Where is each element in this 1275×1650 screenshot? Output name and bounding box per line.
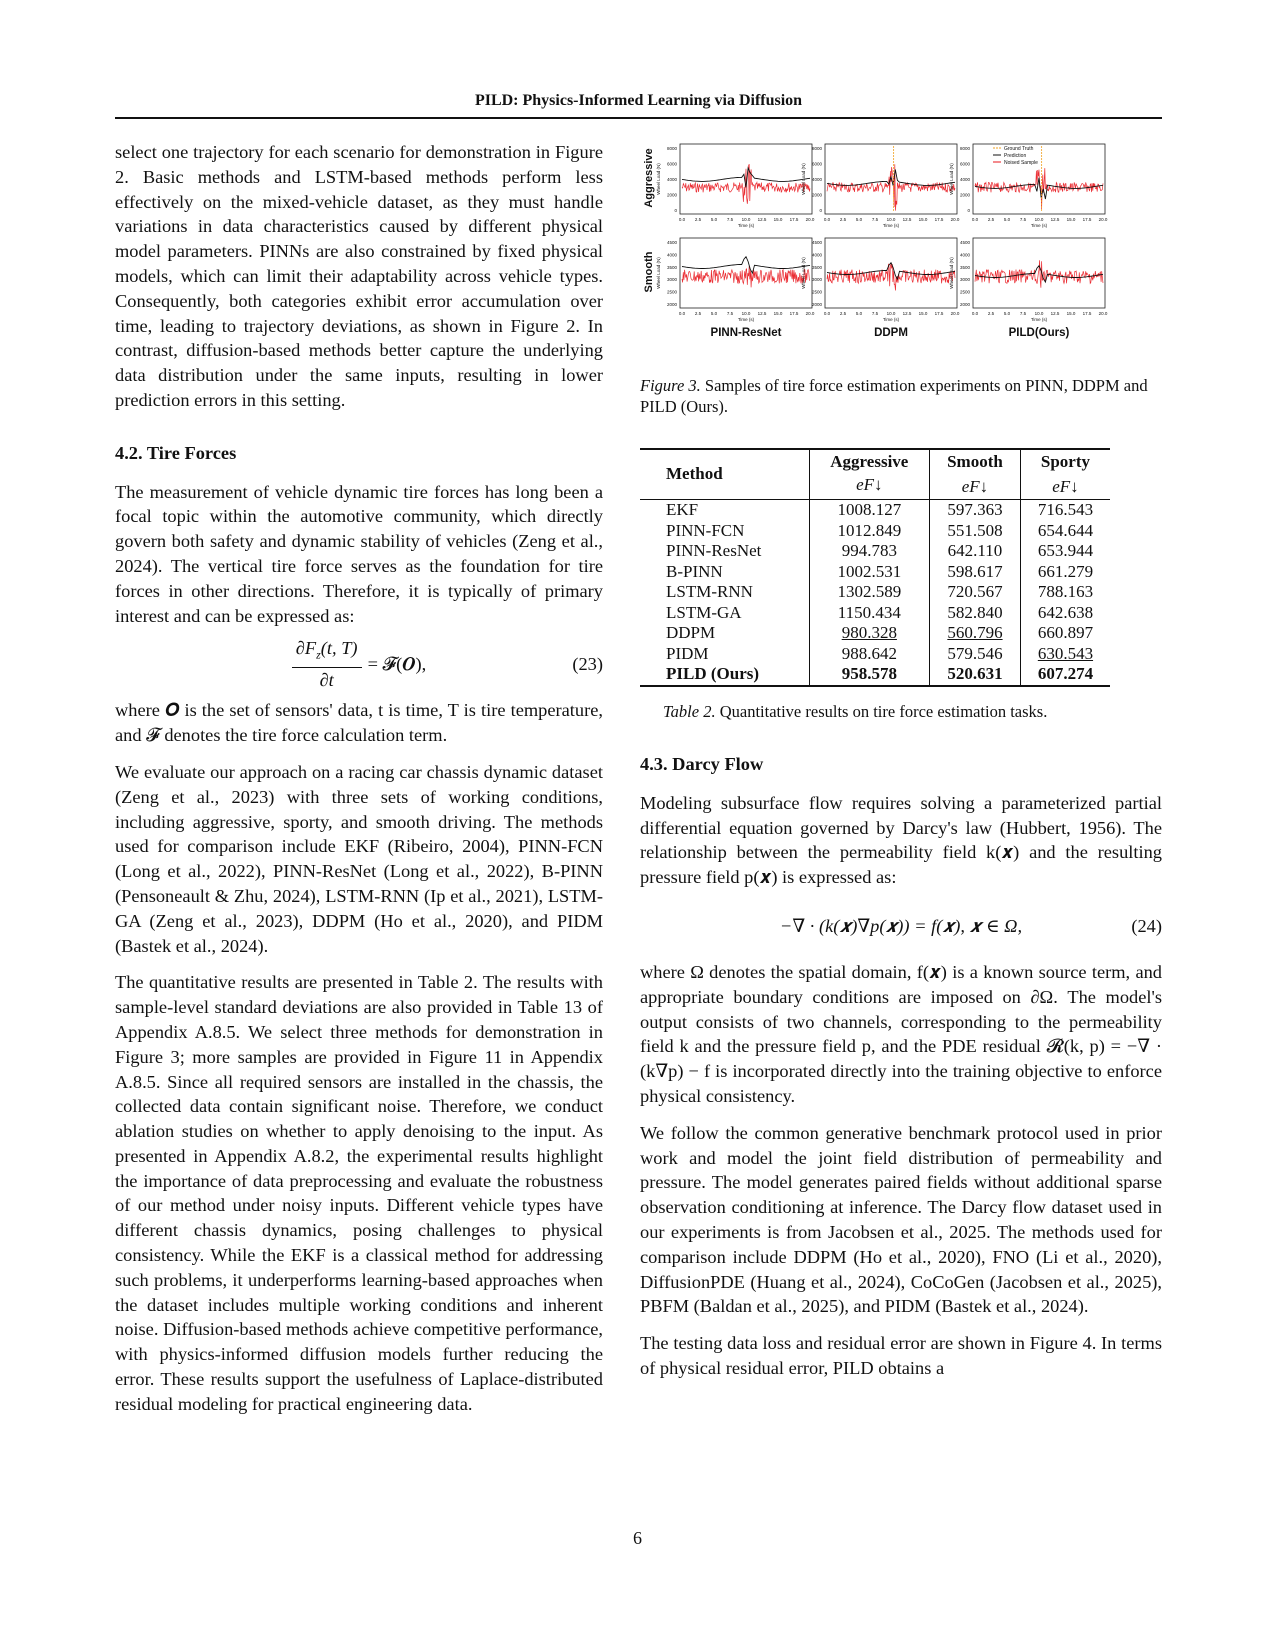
method-cell: B-PINN [640,562,809,583]
x-tick-label: 5.0 [1003,217,1011,222]
value-cell: 560.796 [930,623,1021,644]
method-cell: PINN-FCN [640,521,809,542]
legend-label: Ground Truth [1004,146,1034,152]
y-tick-label: 4000 [666,252,677,258]
equation-24 [640,902,1162,950]
paragraph: where 𝑶 is the set of sensors' data, t is time, T is tire temperature, and 𝓕 denotes the tire force calculation term. [115,700,603,746]
y-tick-label: 4000 [666,177,677,182]
value-cell: 988.642 [809,644,929,665]
equation-number: (23) [572,653,603,674]
y-axis-label: Wheel Load (N) [949,257,954,289]
method-cell: LSTM-GA [640,603,809,624]
paragraph: The measurement of vehicle dynamic tire forces has long been a focal topic within the automotive community, which directly govern both safety and dynamic stability of vehicles (Zeng et al., 2024). The vertical tire force serves as the foundation for tire forces in other directions. Therefore, it is typically of primary interest and can be expressed as: [115,481,603,626]
column-label: PILD(Ours) [1008,327,1070,339]
x-tick-label: 15.0 [1066,217,1076,222]
table-row [640,521,1110,542]
x-tick-label: 12.5 [1050,217,1060,222]
x-tick-label: 15.0 [773,217,783,222]
x-axis-label: Time (s) [737,317,755,322]
y-tick-label: 4000 [959,252,970,258]
y-axis-label: Wheel Load (N) [801,163,806,195]
column-label: DDPM [874,327,908,339]
y-tick-label: 2000 [959,192,970,198]
value-cell: 630.543 [1037,643,1094,663]
y-tick-label: 3500 [959,264,970,270]
y-tick-label: 4500 [666,240,677,245]
paragraph: The quantitative results are presented in Table 2. The results with sample-level standard deviations are also provided in Table 13 of Appendix A.8.5. We select three methods for demonstration in Figure 3; more samples are provided in Figure 11 in Appendix A.8.5. Since all required sensors are installed in the chassis, the collected data contain significant noise. Therefore, we conduct ablation studies on whether to apply denoising to the input. As presented in Appendix A.8.2, the experimental results highlight the importance of data preprocessing and evaluate the robustness of our method under noisy inputs. Different vehicle types have different chassis dynamics, posing challenges to physical consistency. While the EKF is a classical method for addressing such problems, it underperforms learning-based approaches when the dataset includes multiple working conditions and inherent noise. Diffusion-based methods achieve competitive performance, with physics-informed diffusion models further reducing the error. These results support the usefulness of Laplace-distributed residual modeling for practical engineering data. [115,972,603,1414]
equation-number: (24) [1131,915,1162,936]
y-tick-label: 3000 [811,277,822,283]
x-tick-label: 5.0 [710,217,718,222]
x-tick-label: 12.5 [902,217,912,222]
left-column [115,140,603,1429]
value-cell: 1150.434 [809,603,929,624]
right-column [640,752,1162,1393]
header-smooth: Smooth [930,449,1021,475]
x-tick-label: 7.5 [726,311,734,316]
metric-label: eF↓ [809,475,929,500]
x-tick-label: 5.0 [1003,311,1011,316]
y-tick-label: 6000 [959,161,970,167]
x-tick-label: 2.5 [694,311,702,316]
equation-23-rhs: = 𝓕(𝑶), [367,653,427,674]
y-tick-label: 2000 [666,302,677,307]
y-tick-label: 3000 [666,277,677,283]
x-tick-label: 17.5 [934,311,944,316]
section-heading-4-3: 4.3. Darcy Flow [640,754,764,774]
value-cell: 582.840 [930,603,1021,624]
y-tick-label: 2500 [959,289,970,295]
x-tick-label: 17.5 [1082,217,1092,222]
x-tick-label: 20.0 [805,311,815,316]
x-tick-label: 20.0 [1098,217,1108,222]
y-tick-label: 3500 [666,264,677,270]
y-tick-label: 4000 [811,252,822,258]
y-tick-label: 4000 [811,177,822,182]
header-rule [115,117,1162,119]
method-cell: DDPM [640,623,809,644]
x-tick-label: 2.5 [839,217,847,222]
row-label: Smooth [643,251,655,293]
header-method: Method [640,449,809,500]
x-tick-label: 20.0 [1098,311,1108,316]
x-tick-label: 10.0 [886,217,896,222]
y-tick-label: 2500 [811,289,822,295]
value-cell: 642.110 [930,541,1021,562]
value-cell: 1302.589 [809,582,929,603]
table-row [640,541,1110,562]
value-cell: 642.638 [1037,602,1094,622]
column-label: PINN-ResNet [710,327,782,339]
x-tick-label: 17.5 [789,311,799,316]
value-cell: 654.644 [1037,520,1094,540]
y-axis-label: Wheel Load (N) [949,163,954,195]
y-tick-label: 0 [674,208,677,213]
table-row [640,562,1110,583]
value-cell: 579.546 [930,644,1021,665]
value-cell: 1012.849 [809,521,929,542]
x-tick-label: 10.0 [1034,311,1044,316]
paragraph: Modeling subsurface flow requires solving a parameterized partial differential equation governed by Darcy's law (Hubbert, 1956). The relationship between the permeability field k(𝒙) and the resulting pressure field p(𝒙) is expressed as: [640,792,1162,888]
x-tick-label: 2.5 [987,311,995,316]
y-tick-label: 3000 [959,277,970,283]
table-row [640,644,1110,665]
section-heading-4-2: 4.2. Tire Forces [115,442,237,463]
method-cell: EKF [640,500,809,521]
paragraph: We follow the common generative benchmark protocol used in prior work and model the joint field distribution of permeability and pressure. The model generates paired fields without additional sparse observation conditioning at inference. The Darcy flow dataset used in our experiments is from Jacobsen et al., 2025. The methods used for comparison include DDPM (Ho et al., 2020), FNO (Li et al., 2020), DiffusionPDE (Huang et al., 2024), CoCoGen (Jacobsen et al., 2025), PBFM (Baldan et al., 2025), and PIDM (Bastek et al., 2024). [640,1122,1162,1317]
x-tick-label: 0.0 [678,311,686,316]
x-tick-label: 10.0 [886,311,896,316]
method-cell: PINN-ResNet [640,541,809,562]
x-axis-label: Time (s) [1030,317,1048,322]
x-tick-label: 10.0 [1034,217,1044,222]
x-tick-label: 15.0 [773,311,783,316]
x-tick-label: 0.0 [971,311,979,316]
value-cell: 520.631 [930,664,1021,686]
table-row [640,603,1110,624]
x-tick-label: 12.5 [902,311,912,316]
metric-label: eF↓ [1052,476,1079,496]
method-cell: LSTM-RNN [640,582,809,603]
value-cell: 958.578 [809,664,929,686]
value-cell: 598.617 [930,562,1021,583]
value-cell: 720.567 [930,582,1021,603]
y-tick-label: 2000 [811,192,822,198]
paragraph: We evaluate our approach on a racing car chassis dynamic dataset (Zeng et al., 2023) with three sets of working conditions, including aggressive, sporty, and smooth driving. The methods used for comparison include EKF (Ribeiro, 2004), PINN-FCN (Long et al., 2022), PINN-ResNet (Long et al., 2022), B-PINN (Pensoneault & Zhu, 2024), LSTM-RNN (Ip et al., 2021), LSTM-GA (Zeng et al., 2023), DDPM (Ho et al., 2020), and PIDM (Bastek et al., 2024). [115,761,603,956]
x-tick-label: 7.5 [1019,217,1027,222]
x-tick-label: 7.5 [871,217,879,222]
value-cell: 653.944 [1037,541,1094,560]
equation-23: $\frac{\partial F_z(t, T)}{\partial t}$ = 𝓕(𝑶), (23) [115,640,603,688]
x-tick-label: 10.0 [741,311,751,316]
paragraph: The testing data loss and residual error are shown in Figure 4. In terms of physical residual error, PILD obtains a [640,1333,1162,1378]
method-cell: PILD (Ours) [640,664,809,686]
x-tick-label: 10.0 [741,217,751,222]
y-tick-label: 8000 [959,146,970,151]
y-tick-label: 2000 [811,302,822,307]
y-tick-label: 4500 [811,240,822,245]
x-tick-label: 15.0 [918,311,928,316]
x-tick-label: 17.5 [1082,311,1092,316]
x-tick-label: 7.5 [1019,311,1027,316]
figure-3-plots [640,140,1162,360]
value-cell: 661.279 [1037,561,1094,581]
value-cell: 788.163 [1037,582,1094,601]
x-tick-label: 2.5 [694,217,702,222]
x-tick-label: 5.0 [710,311,718,316]
table-caption: Table 2. Quantitative results on tire force estimation tasks. [663,702,1048,721]
y-tick-label: 3500 [811,264,822,270]
x-tick-label: 0.0 [971,217,979,222]
y-tick-label: 6000 [811,161,822,167]
y-tick-label: 8000 [666,146,677,151]
x-axis-label: Time (s) [1030,223,1048,228]
header-sporty: Sporty [1040,452,1090,471]
y-axis-label: Wheel Load (N) [656,257,661,289]
x-tick-label: 5.0 [855,217,863,222]
value-cell: 994.783 [809,541,929,562]
value-cell: 607.274 [1037,664,1094,683]
table-row [640,623,1110,644]
page-number: 6 [633,1528,642,1548]
value-cell: 597.363 [930,500,1021,521]
y-tick-label: 2000 [959,302,970,307]
x-tick-label: 17.5 [789,217,799,222]
x-tick-label: 0.0 [678,217,686,222]
y-tick-label: 8000 [811,146,822,151]
method-cell: PIDM [640,644,809,665]
x-tick-label: 0.0 [823,217,831,222]
x-tick-label: 20.0 [805,217,815,222]
x-tick-label: 17.5 [934,217,944,222]
table-row [640,500,1110,521]
x-tick-label: 2.5 [987,217,995,222]
row-label: Aggressive [643,148,655,208]
x-tick-label: 2.5 [839,311,847,316]
paragraph: where Ω denotes the spatial domain, f(𝒙) is a known source term, and appropriate boundary conditions are imposed on ∂Ω. The model's output consists of two channels, corresponding to the permeability field k and the pressure field p, and the PDE residual 𝓡(k, p) = −∇ · (k∇p) − f is incorporated directly into the training objective to enforce physical consistency. [640,961,1162,1106]
y-tick-label: 2500 [666,289,677,295]
y-tick-label: 0 [967,208,970,213]
results-table [640,448,1110,687]
paragraph: select one trajectory for each scenario for demonstration in Figure 2. Basic methods and LSTM-based methods perform less effectively on the mixed-vehicle dataset, as they must handle variations in data characteristics caused by different physical model parameters. PINNs are also constrained by fixed physical models, which can limit their adaptability across vehicle types. Consequently, both categories exhibit error accumulation over time, leading to trajectory deviations, as shown in Figure 2. In contrast, diffusion-based methods better capture the underlying data distribution under the same inputs, resulting in lower prediction errors in this setting. [115,142,603,410]
x-tick-label: 15.0 [918,217,928,222]
x-tick-label: 20.0 [950,311,960,316]
value-cell: 1008.127 [809,500,929,521]
y-axis-label: Wheel Load (N) [801,257,806,289]
x-tick-label: 7.5 [726,217,734,222]
value-cell: 660.897 [1037,623,1094,642]
legend-label: Noised Sample [1004,160,1038,166]
table-body [640,500,1110,686]
y-tick-label: 6000 [666,161,677,167]
x-tick-label: 12.5 [757,311,767,316]
legend-label: Prediction [1004,153,1027,159]
header-aggressive: Aggressive [809,449,929,475]
table-row [640,664,1110,686]
value-cell: 1002.531 [809,562,929,583]
value-cell: 980.328 [809,623,929,644]
y-tick-label: 2000 [666,192,677,198]
metric-label: eF↓ [930,475,1021,500]
y-tick-label: 4000 [959,177,970,182]
x-tick-label: 20.0 [950,217,960,222]
x-axis-label: Time (s) [737,223,755,228]
y-tick-label: 0 [819,208,822,213]
y-tick-label: 4500 [959,240,970,245]
table-row [640,582,1110,603]
equation-24-body: −∇ · (k(𝒙)∇p(𝒙)) = f(𝒙), 𝒙 ∈ Ω, [779,915,1023,936]
x-axis-label: Time (s) [882,317,900,322]
figure-caption: Figure 3. Samples of tire force estimation experiments on PINN, DDPM and PILD (Ours). [640,376,1148,416]
value-cell: 551.508 [930,521,1021,542]
x-tick-label: 15.0 [1066,311,1076,316]
x-tick-label: 5.0 [855,311,863,316]
running-header: PILD: Physics-Informed Learning via Diffusion [474,92,803,109]
x-tick-label: 7.5 [871,311,879,316]
y-axis-label: Wheel Load (N) [656,163,661,195]
value-cell: 716.543 [1037,500,1094,519]
x-axis-label: Time (s) [882,223,900,228]
x-tick-label: 12.5 [1050,311,1060,316]
x-tick-label: 0.0 [823,311,831,316]
x-tick-label: 12.5 [757,217,767,222]
